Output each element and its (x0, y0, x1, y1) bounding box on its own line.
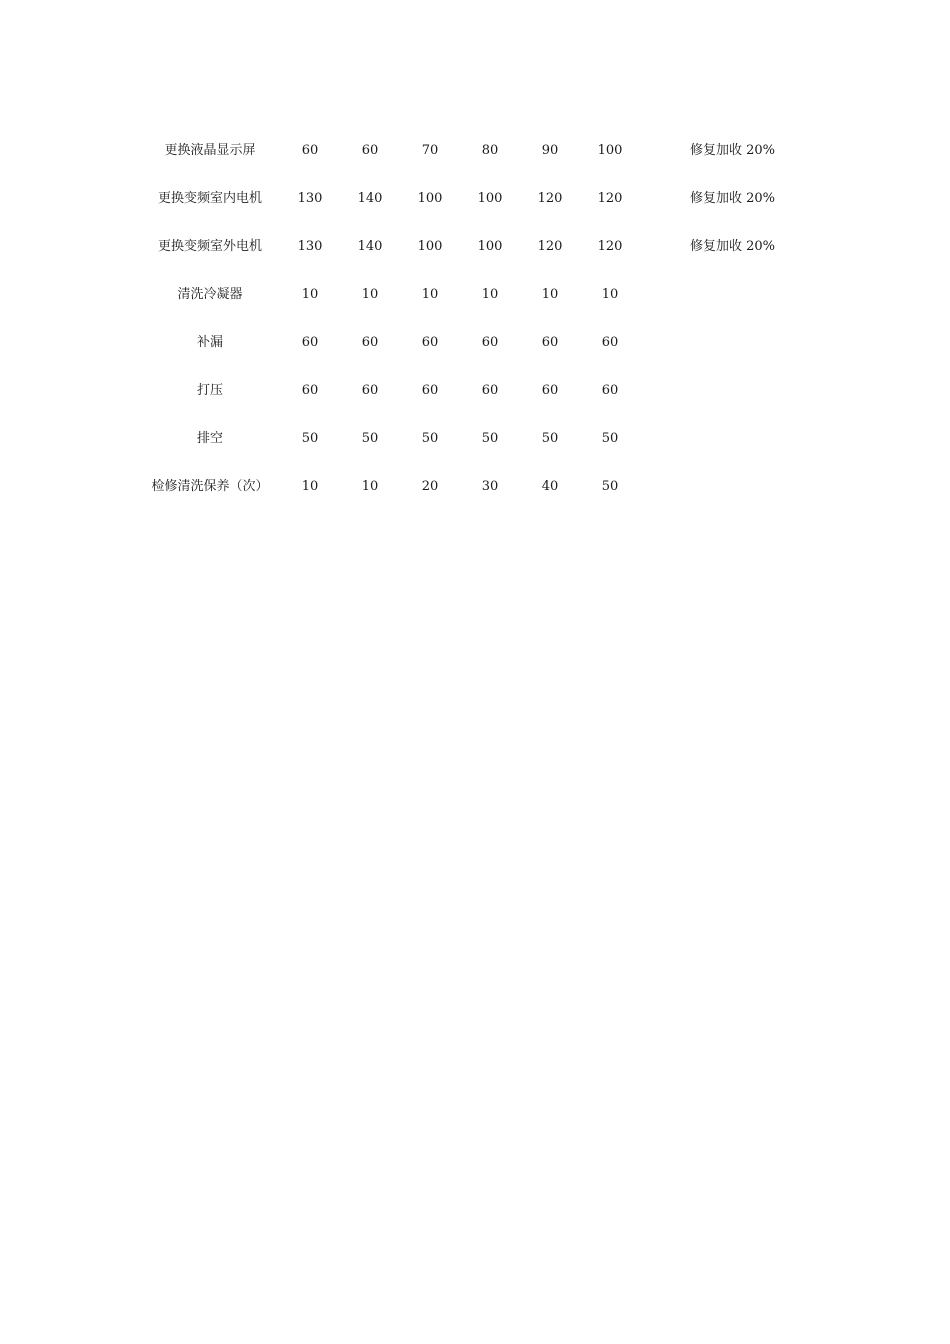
price-cell: 10 (301, 479, 319, 494)
table-row (140, 127, 800, 175)
price-cell: 10 (541, 287, 559, 302)
price-cell: 60 (601, 335, 619, 350)
note-cell (665, 367, 800, 415)
item-name: 检修清洗保养（次） (151, 479, 269, 494)
repair-price-table (140, 127, 800, 511)
price-cell: 120 (537, 239, 563, 254)
price-cell: 10 (361, 479, 379, 494)
table-row (140, 175, 800, 223)
item-name: 打压 (196, 383, 223, 398)
price-cell: 130 (297, 239, 323, 254)
item-name: 排空 (196, 431, 223, 446)
table-row (140, 223, 800, 271)
note-cell: 修复加收 20% (689, 143, 776, 158)
price-cell: 50 (481, 431, 499, 446)
price-cell: 50 (541, 431, 559, 446)
price-cell: 60 (301, 383, 319, 398)
note-cell (665, 415, 800, 463)
price-cell: 60 (541, 335, 559, 350)
table-row (140, 319, 800, 367)
price-cell: 100 (417, 239, 443, 254)
note-cell (665, 319, 800, 367)
note-cell: 修复加收 20% (689, 239, 776, 254)
price-cell: 10 (421, 287, 439, 302)
item-name: 更换变频室内电机 (157, 191, 262, 206)
spacer-cell (640, 175, 665, 223)
price-cell: 60 (421, 335, 439, 350)
price-cell: 100 (477, 239, 503, 254)
price-cell: 130 (297, 191, 323, 206)
price-cell: 60 (481, 383, 499, 398)
price-cell: 120 (597, 239, 623, 254)
price-cell: 50 (421, 431, 439, 446)
price-cell: 120 (537, 191, 563, 206)
table-row (140, 271, 800, 319)
item-name: 补漏 (196, 335, 223, 350)
table-row (140, 415, 800, 463)
price-cell: 40 (541, 479, 559, 494)
price-cell: 10 (481, 287, 499, 302)
table-row (140, 367, 800, 415)
price-cell: 90 (541, 143, 559, 158)
note-cell (665, 271, 800, 319)
price-cell: 70 (421, 143, 439, 158)
price-cell: 30 (481, 479, 499, 494)
spacer-cell (640, 271, 665, 319)
spacer-cell (640, 463, 665, 511)
price-cell: 140 (357, 239, 383, 254)
spacer-cell (640, 415, 665, 463)
price-cell: 60 (361, 143, 379, 158)
price-cell: 80 (481, 143, 499, 158)
price-cell: 100 (417, 191, 443, 206)
price-cell: 60 (361, 383, 379, 398)
price-cell: 60 (301, 143, 319, 158)
spacer-cell (640, 367, 665, 415)
table-row (140, 463, 800, 511)
price-cell: 60 (601, 383, 619, 398)
price-cell: 60 (301, 335, 319, 350)
item-name: 更换变频室外电机 (157, 239, 262, 254)
item-name: 更换液晶显示屏 (164, 143, 256, 158)
price-cell: 10 (601, 287, 619, 302)
price-cell: 10 (361, 287, 379, 302)
note-cell (665, 463, 800, 511)
spacer-cell (640, 223, 665, 271)
price-cell: 20 (421, 479, 439, 494)
price-cell: 60 (481, 335, 499, 350)
price-cell: 50 (301, 431, 319, 446)
price-cell: 50 (601, 431, 619, 446)
price-cell: 60 (421, 383, 439, 398)
price-cell: 60 (541, 383, 559, 398)
spacer-cell (640, 127, 665, 175)
item-name: 清洗冷凝器 (177, 287, 243, 302)
price-cell: 50 (361, 431, 379, 446)
price-cell: 100 (597, 143, 623, 158)
price-cell: 100 (477, 191, 503, 206)
note-cell: 修复加收 20% (689, 191, 776, 206)
price-cell: 50 (601, 479, 619, 494)
price-cell: 120 (597, 191, 623, 206)
spacer-cell (640, 319, 665, 367)
price-cell: 140 (357, 191, 383, 206)
price-cell: 10 (301, 287, 319, 302)
price-cell: 60 (361, 335, 379, 350)
